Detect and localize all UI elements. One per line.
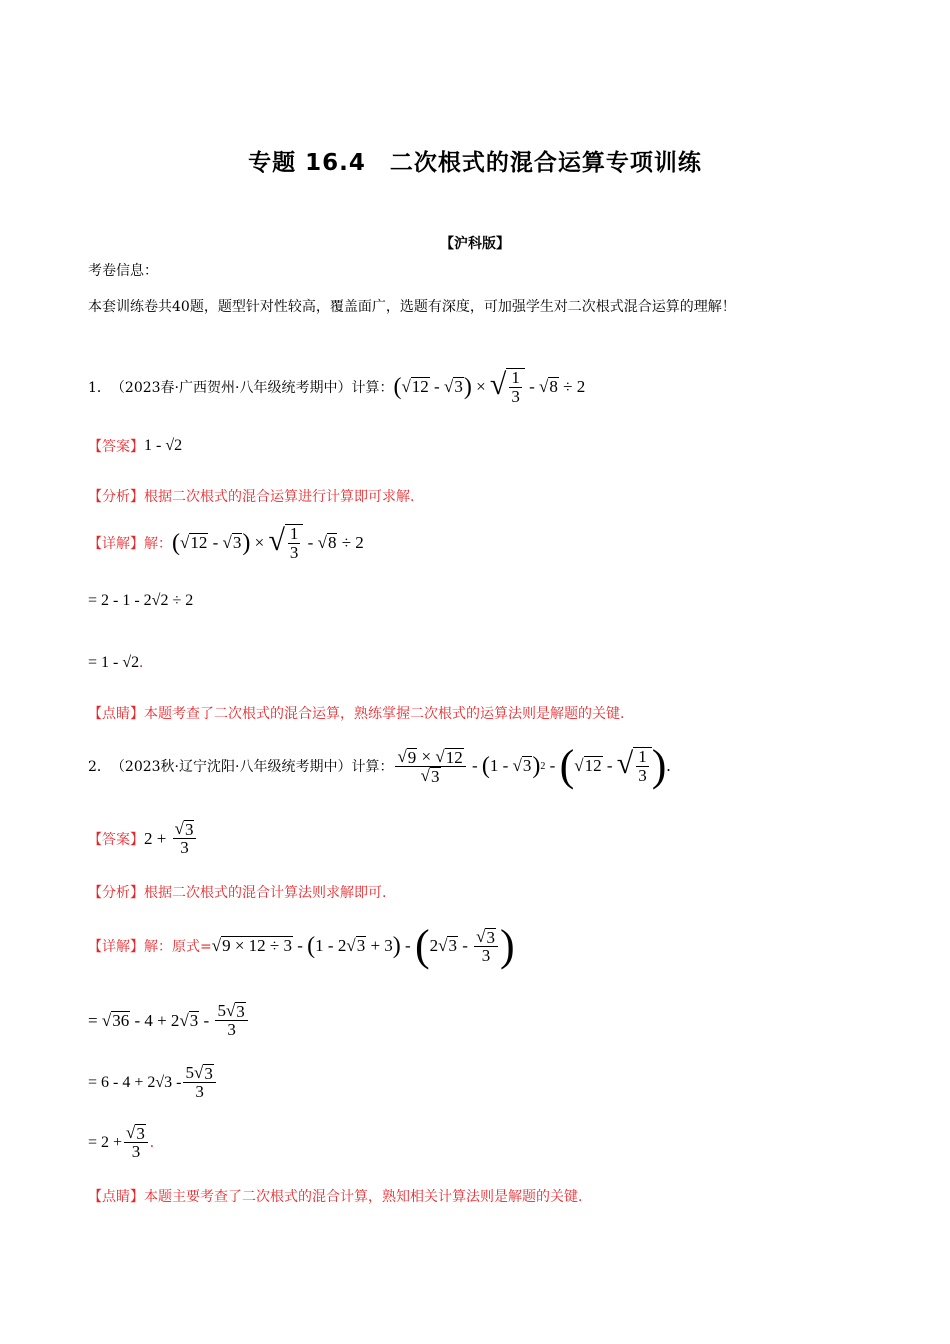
page-title: 专题 16.4 二次根式的混合运算专项训练 <box>248 150 702 176</box>
question-source: （2023春·广西贺州·八年级统考期中）计算： <box>110 380 394 396</box>
step-5-text: = 2 + <box>88 1133 123 1151</box>
analysis-tag: 【分析】 <box>88 489 144 505</box>
analysis-2 <box>88 882 386 902</box>
answer-1 <box>88 436 182 456</box>
info-label: 考卷信息： <box>88 263 158 279</box>
info-text: 本套训练卷共40题，题型针对性较高，覆盖面广，选题有深度，可加强学生对二次根式混合运算的理解！ <box>88 299 736 315</box>
question-2 <box>88 741 671 790</box>
detail-2 <box>88 921 515 970</box>
comment-1 <box>88 703 624 723</box>
step-2 <box>88 652 143 672</box>
answer-2-value: 2 + √ 3 3 <box>144 820 198 857</box>
detail-lead: 解：原式= <box>144 939 212 955</box>
detail-lead: 解： <box>144 536 172 552</box>
step-2-period: . <box>139 654 144 671</box>
comment-tag: 【点睛】 <box>88 1189 144 1205</box>
question-source: （2023秋·辽宁沈阳·八年级统考期中）计算： <box>110 759 394 775</box>
question-1-expression: ( √ 12 - √ 3 ) × √ $\frac{1}{3}$ - √ 8 ÷ 2 <box>393 368 586 406</box>
step-3: = √ 36 - 4 + 2 √ 3 - 5 √ 3 3 <box>88 1002 250 1039</box>
answer-2 <box>88 820 198 857</box>
answer-tag: 【答案】 <box>88 439 144 455</box>
step-1: = 2 - 1 - 2√2 ÷ 2 <box>88 592 194 609</box>
question-number: 2． <box>88 759 111 775</box>
detail-2-expression: √ 9 × 12 ÷ 3 - ( 1 - 2 √ 3 + 3 ) - ( 2 √ 3 - √ 3 3 ) <box>211 921 515 970</box>
question-number: 1． <box>88 380 111 396</box>
analysis-text: 根据二次根式的混合计算法则求解即可. <box>144 885 387 901</box>
question-1 <box>88 368 585 406</box>
detail-tag: 【详解】 <box>88 939 144 955</box>
answer-tag: 【答案】 <box>88 831 144 848</box>
comment-text: 本题考查了二次根式的混合运算，熟练掌握二次根式的运算法则是解题的关键. <box>144 706 625 722</box>
step-5: = 2 + √ 3 3 . <box>88 1123 154 1161</box>
comment-text: 本题主要考查了二次根式的混合计算，熟知相关计算法则是解题的关键. <box>144 1189 583 1205</box>
step-5-period: . <box>149 1133 154 1151</box>
detail-1-expression: ( √ 12 - √ 3 ) × √ $\frac{1}{3}$ - √ 8 ÷ 2 <box>172 524 364 562</box>
step-4-text: = 6 - 4 + 2√3 - <box>88 1073 182 1091</box>
comment-2 <box>88 1186 582 1206</box>
detail-1 <box>88 524 364 562</box>
edition-label: 【沪科版】 <box>440 236 510 252</box>
step-4: = 6 - 4 + 2√3 - 5 √ 3 3 <box>88 1064 218 1101</box>
comment-tag: 【点睛】 <box>88 706 144 722</box>
analysis-tag: 【分析】 <box>88 885 144 901</box>
analysis-text: 根据二次根式的混合运算进行计算即可求解. <box>144 489 415 505</box>
detail-tag: 【详解】 <box>88 536 144 552</box>
step-2-text: = 1 - √2 <box>88 654 140 671</box>
analysis-1 <box>88 486 414 506</box>
answer-1-value: 1 - √2 <box>144 437 183 454</box>
question-2-expression: √ 9 × √ 12 √ 3 - ( 1 - √ 3 ) 2 - ( √ 12 - √ $\frac{1}{3}$ ) . <box>397 741 671 790</box>
